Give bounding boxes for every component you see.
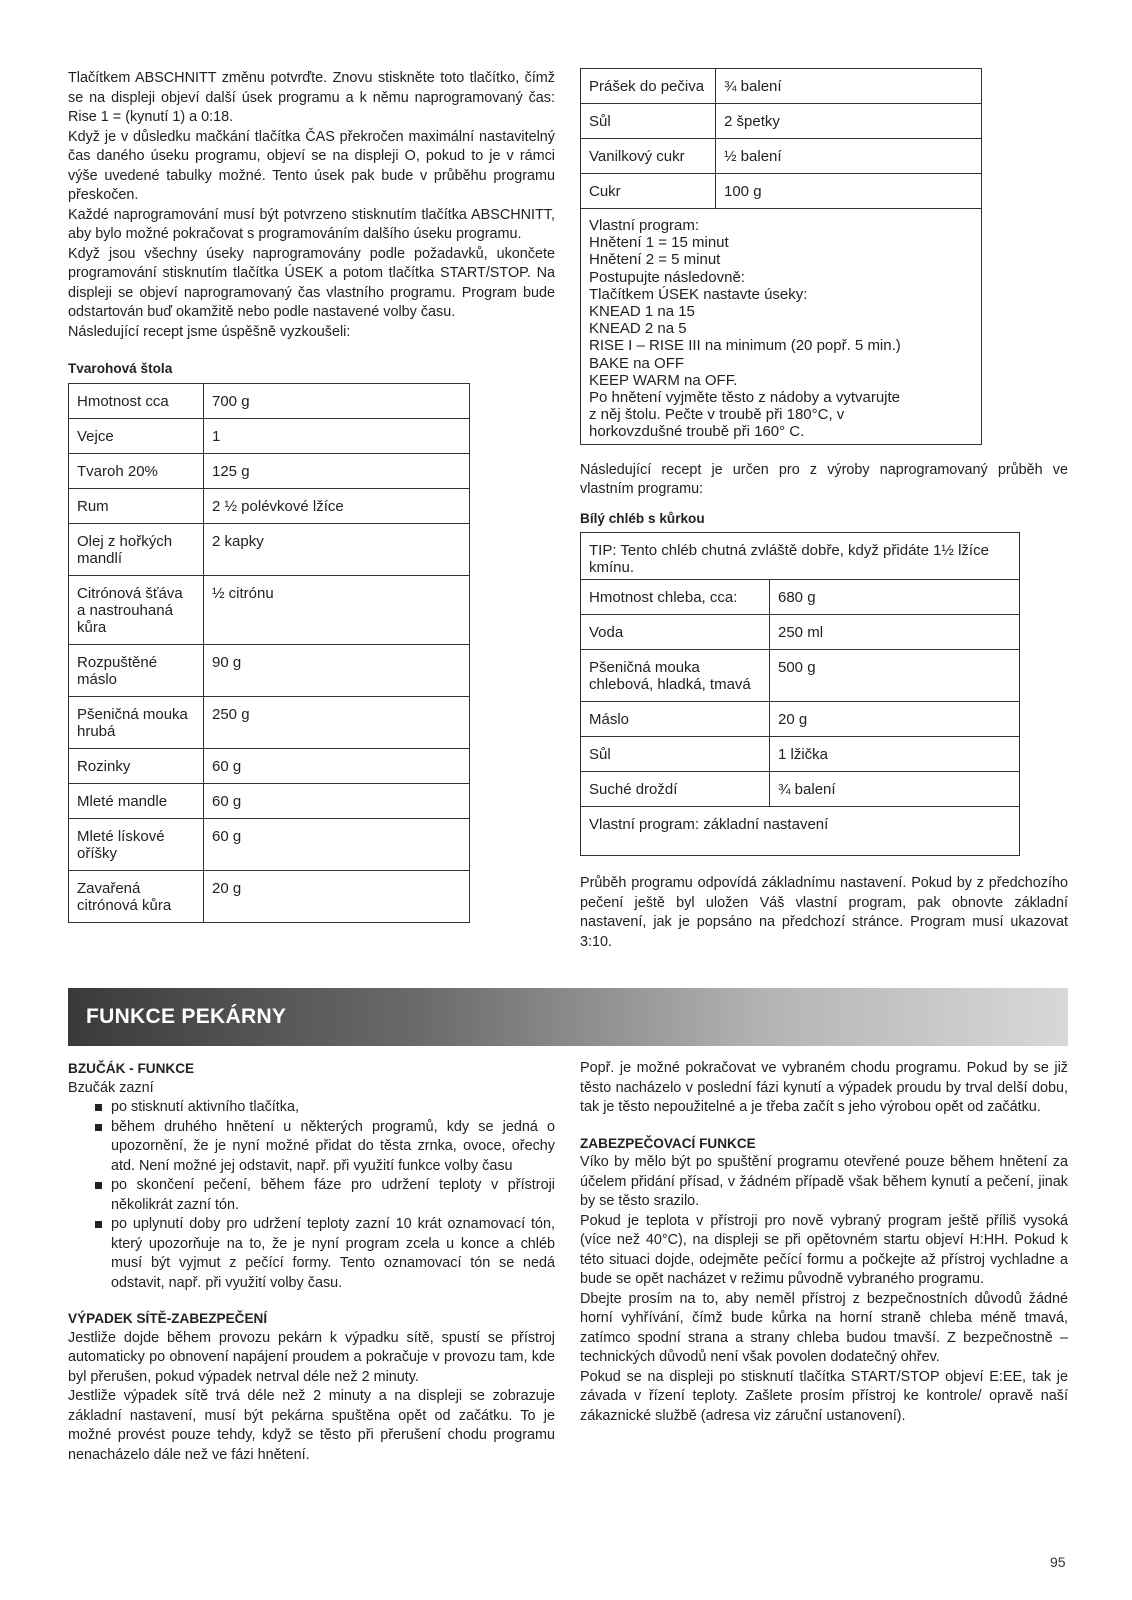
paragraph: Jestliže výpadek sítě trvá déle než 2 minuty a na displeji se zobrazuje základní nastavení, musí být pekárna spuštěna opět od začátku. To je možné provést pouze tehdy, když se těsto při přerušení chodu programu nenacházelo dále než ve fázi hnětení. [68, 1388, 555, 1463]
ingredient-amount: 90 g [204, 644, 470, 696]
table-row [581, 580, 1020, 615]
paragraph: Průběh programu odpovídá základnímu nastavení. Pokud by z předchozího pečení ještě byl uložen Váš vlastní program, pak obnovte základní nastavení, jak je popsáno na předchozí stránce. Program musí ukazovat 3:10. [580, 875, 1068, 950]
ingredient-name: Suché droždí [581, 772, 770, 807]
table-row [69, 453, 470, 488]
paragraph: Jestliže dojde během provozu pekárn k výpadku sítě, spustí se přístroj automaticky po obnovení napájení proudem a pokračuje v provozu tam, kde byl přerušen, pokud výpadek netrval déle než 2 minuty. [68, 1329, 555, 1385]
heading-vypadek: VÝPADEK SÍTĚ-ZABEZPEČENÍ [68, 1311, 268, 1326]
recipe-table-chleb [580, 532, 1020, 856]
ingredient-name: Sůl [581, 104, 716, 139]
paragraph: Když je v důsledku mačkání tlačítka ČAS překročen maximální nastavitelný čas daného úseku programu, objeví se na displeji O, pokud to je v rámci výše uvedené tabulky možné. Tento úsek pak bude v průběhu programu přeskočen. [68, 128, 555, 203]
ingredient-amount: 250 ml [770, 615, 1020, 650]
ingredient-name: Pšeničná mouka hrubá [69, 696, 204, 748]
ingredient-name: Prášek do pečiva [581, 69, 716, 104]
paragraph: Popř. je možné pokračovat ve vybraném chodu programu. Pokud by se již těsto nacházelo v poslední fázi kynutí a výpadek proudu by trval delší dobu, tak je těsto nepoužitelné a je třeba začít s jeho výrobou opět od začátku. [580, 1060, 1068, 1115]
table-row [69, 748, 470, 783]
ingredient-name: Pšeničná mouka chlebová, hladká, tmavá [581, 650, 770, 702]
paragraph: Když jsou všechny úseky naprogramovány podle požadavků, ukončete programování stisknutím tlačítka ÚSEK a potom tlačítka START/STOP. Na displeji se objeví naprogramovaný čas vlastního programu. Program bude odstartován buď okamžitě nebo podle nastavené volby času. [68, 245, 555, 320]
paragraph: Tlačítkem ABSCHNITT změnu potvrďte. Znovu stiskněte toto tlačítko, čímž se na displeji objeví další úsek programu a k němu naprogramovaný čas: Rise 1 = (kynutí 1) a 0:18. [68, 70, 555, 125]
table-row [69, 523, 470, 575]
ingredient-amount: 2 ½ polévkové lžíce [204, 488, 470, 523]
table-row [581, 69, 982, 104]
ingredient-amount: 100 g [716, 174, 982, 209]
ingredient-amount: 500 g [770, 650, 1020, 702]
left-top-column [68, 69, 555, 923]
list-item: po skončení pečení, během fáze pro udržení teploty v přístroji několikrát zazní tón. [95, 1176, 555, 1215]
ingredient-name: Sůl [581, 737, 770, 772]
ingredient-amount: 1 [204, 418, 470, 453]
table-row [581, 139, 982, 174]
paragraph: Každé naprogramování musí být potvrzeno stisknutím tlačítka ABSCHNITT, aby bylo možné pokračovat s programováním dalšího úseku programu. [68, 206, 555, 242]
ingredient-amount: 60 g [204, 818, 470, 870]
recipe-table-stola [68, 383, 470, 923]
section-title: FUNKCE PEKÁRNY [86, 1005, 287, 1028]
ingredient-amount: 20 g [770, 702, 1020, 737]
recipe-title-chleb: Bílý chléb s kůrkou [580, 510, 705, 526]
ingredient-amount: ½ citrónu [204, 575, 470, 644]
table-row [581, 104, 982, 139]
paragraph: Následující recept je určen pro z výroby naprogramovaný průběh ve vlastním programu: [580, 461, 1068, 498]
table-row [69, 575, 470, 644]
ingredient-name: Rum [69, 488, 204, 523]
ingredient-name: Cukr [581, 174, 716, 209]
table-row [581, 702, 1020, 737]
ingredient-amount: 680 g [770, 580, 1020, 615]
ingredient-amount: ½ balení [716, 139, 982, 174]
paragraph: Bzučák zazní [68, 1079, 154, 1096]
ingredient-amount: 60 g [204, 748, 470, 783]
program-note: Vlastní program: Hnětení 1 = 15 minut Hnětení 2 = 5 minut Postupujte následovně: Tlačítkem ÚSEK nastavte úseky: KNEAD 1 na 15 KNEAD 2 na 5 RISE I – RISE III na minimum (20 popř. 5 min.) BAKE na OFF KEEP WARM na OFF. Po hnětení vyjměte těsto z nádoby a vytvarujte z něj štolu. Pečte v troubě při 180°C, v horkovzdušné troubě při 160° C. [581, 209, 982, 445]
paragraph: Víko by mělo být po spuštění programu otevřené pouze během hnětení za účelem přidání přísad, v žádném případě však během kynutí a pečení, jinak by se těsto srazilo. [580, 1154, 1068, 1209]
table-row [69, 783, 470, 818]
right-top-column [580, 68, 1068, 952]
ingredient-name: Mleté mandle [69, 783, 204, 818]
ingredient-amount: 125 g [204, 453, 470, 488]
table-row [69, 418, 470, 453]
ingredient-name: Vejce [69, 418, 204, 453]
ingredient-name: Citrónová šťáva a nastrouhaná kůra [69, 575, 204, 644]
table-row [69, 818, 470, 870]
section-banner [68, 988, 1068, 1046]
ingredient-name: Máslo [581, 702, 770, 737]
left-bottom-column [68, 1059, 555, 1465]
page-number: 95 [1050, 1554, 1066, 1570]
table-row [581, 209, 982, 445]
recipe-table-stola-continued [580, 68, 982, 445]
table-row [581, 533, 1020, 580]
heading-bzucak: BZUČÁK - FUNKCE [68, 1061, 195, 1076]
heading-zabezpecovaci: ZABEZPEČOVACÍ FUNKCE [580, 1135, 756, 1151]
ingredient-name: Hmotnost cca [69, 383, 204, 418]
ingredient-name: Tvaroh 20% [69, 453, 204, 488]
ingredient-amount: 2 kapky [204, 523, 470, 575]
list-item: po uplynutí doby pro udržení teploty zazní 10 krát oznamovací tón, který upozorňuje na to, že je nyní program zcela u konce a chléb musí být vyjmut z pečící formy. Tento oznamovací tón se nedá odstavit, např. při využití volby času. [95, 1215, 555, 1293]
paragraph: Pokud se na displeji po stisknutí tlačítka START/STOP objeví E:EE, tak je závada v řízení teploty. Zašlete prosím přístroj ke kontrole/ opravě naší zákaznické službě (adresa viz záruční ustanovení). [580, 1368, 1068, 1424]
table-row [581, 807, 1020, 856]
paragraph: Následující recept jsme úspěšně vyzkoušeli: [68, 323, 351, 340]
table-row [69, 644, 470, 696]
ingredient-amount: 2 špetky [716, 104, 982, 139]
recipe-title-stola: Tvarohová štola [68, 361, 173, 376]
table-row [581, 615, 1020, 650]
ingredient-name: Hmotnost chleba, cca: [581, 580, 770, 615]
ingredient-amount: 700 g [204, 383, 470, 418]
table-row [69, 870, 470, 922]
ingredient-name: Mleté lískové oříšky [69, 818, 204, 870]
right-bottom-column [580, 1059, 1068, 1426]
list-item: po stisknutí aktivního tlačítka, [95, 1098, 555, 1118]
paragraph: Dbejte prosím na to, aby neměl přístroj z bezpečnostních důvodů žádné horní vyhřívání, čímž bude kůrka na horní straně chleba méně tmavá, zatímco spodní strana a strany chleba budou tmavší. Z bezpečnostně – technických důvodů není však povolen dodatečný ohřev. [580, 1290, 1068, 1365]
ingredient-name: Voda [581, 615, 770, 650]
program-setting: Vlastní program: základní nastavení [581, 807, 1020, 856]
ingredient-name: Olej z hořkých mandlí [69, 523, 204, 575]
table-row [69, 488, 470, 523]
ingredient-name: Vanilkový cukr [581, 139, 716, 174]
ingredient-amount: 60 g [204, 783, 470, 818]
ingredient-name: Rozpuštěné máslo [69, 644, 204, 696]
ingredient-amount: ¾ balení [770, 772, 1020, 807]
bzucak-list [68, 1098, 555, 1293]
ingredient-name: Zavařená citrónová kůra [69, 870, 204, 922]
ingredient-amount: 250 g [204, 696, 470, 748]
table-row [581, 650, 1020, 702]
tip-text: TIP: Tento chléb chutná zvláště dobře, když přidáte 1½ lžíce kmínu. [581, 533, 1020, 580]
ingredient-amount: 20 g [204, 870, 470, 922]
paragraph: Pokud je teplota v přístroji pro nově vybraný program ještě příliš vysoká (více než 40°C), na displeji se při opětovném startu objeví H:HH. Pokud k této situaci dojde, odejměte pečící formu a počkejte až přístroj vychladne a bude se opět nacházet v režimu původně vybraného programu. [580, 1212, 1068, 1287]
table-row [581, 772, 1020, 807]
ingredient-amount: 1 lžička [770, 737, 1020, 772]
ingredient-name: Rozinky [69, 748, 204, 783]
ingredient-amount: ¾ balení [716, 69, 982, 104]
table-row [581, 174, 982, 209]
table-row [69, 383, 470, 418]
list-item: během druhého hnětení u některých programů, kdy se jedná o upozornění, že je nyní možné přidat do těsta zrnka, ovoce, ořechy atd. Není možné jej odstavit, např. při využití funkce volby času [95, 1118, 555, 1177]
table-row [581, 737, 1020, 772]
table-row [69, 696, 470, 748]
